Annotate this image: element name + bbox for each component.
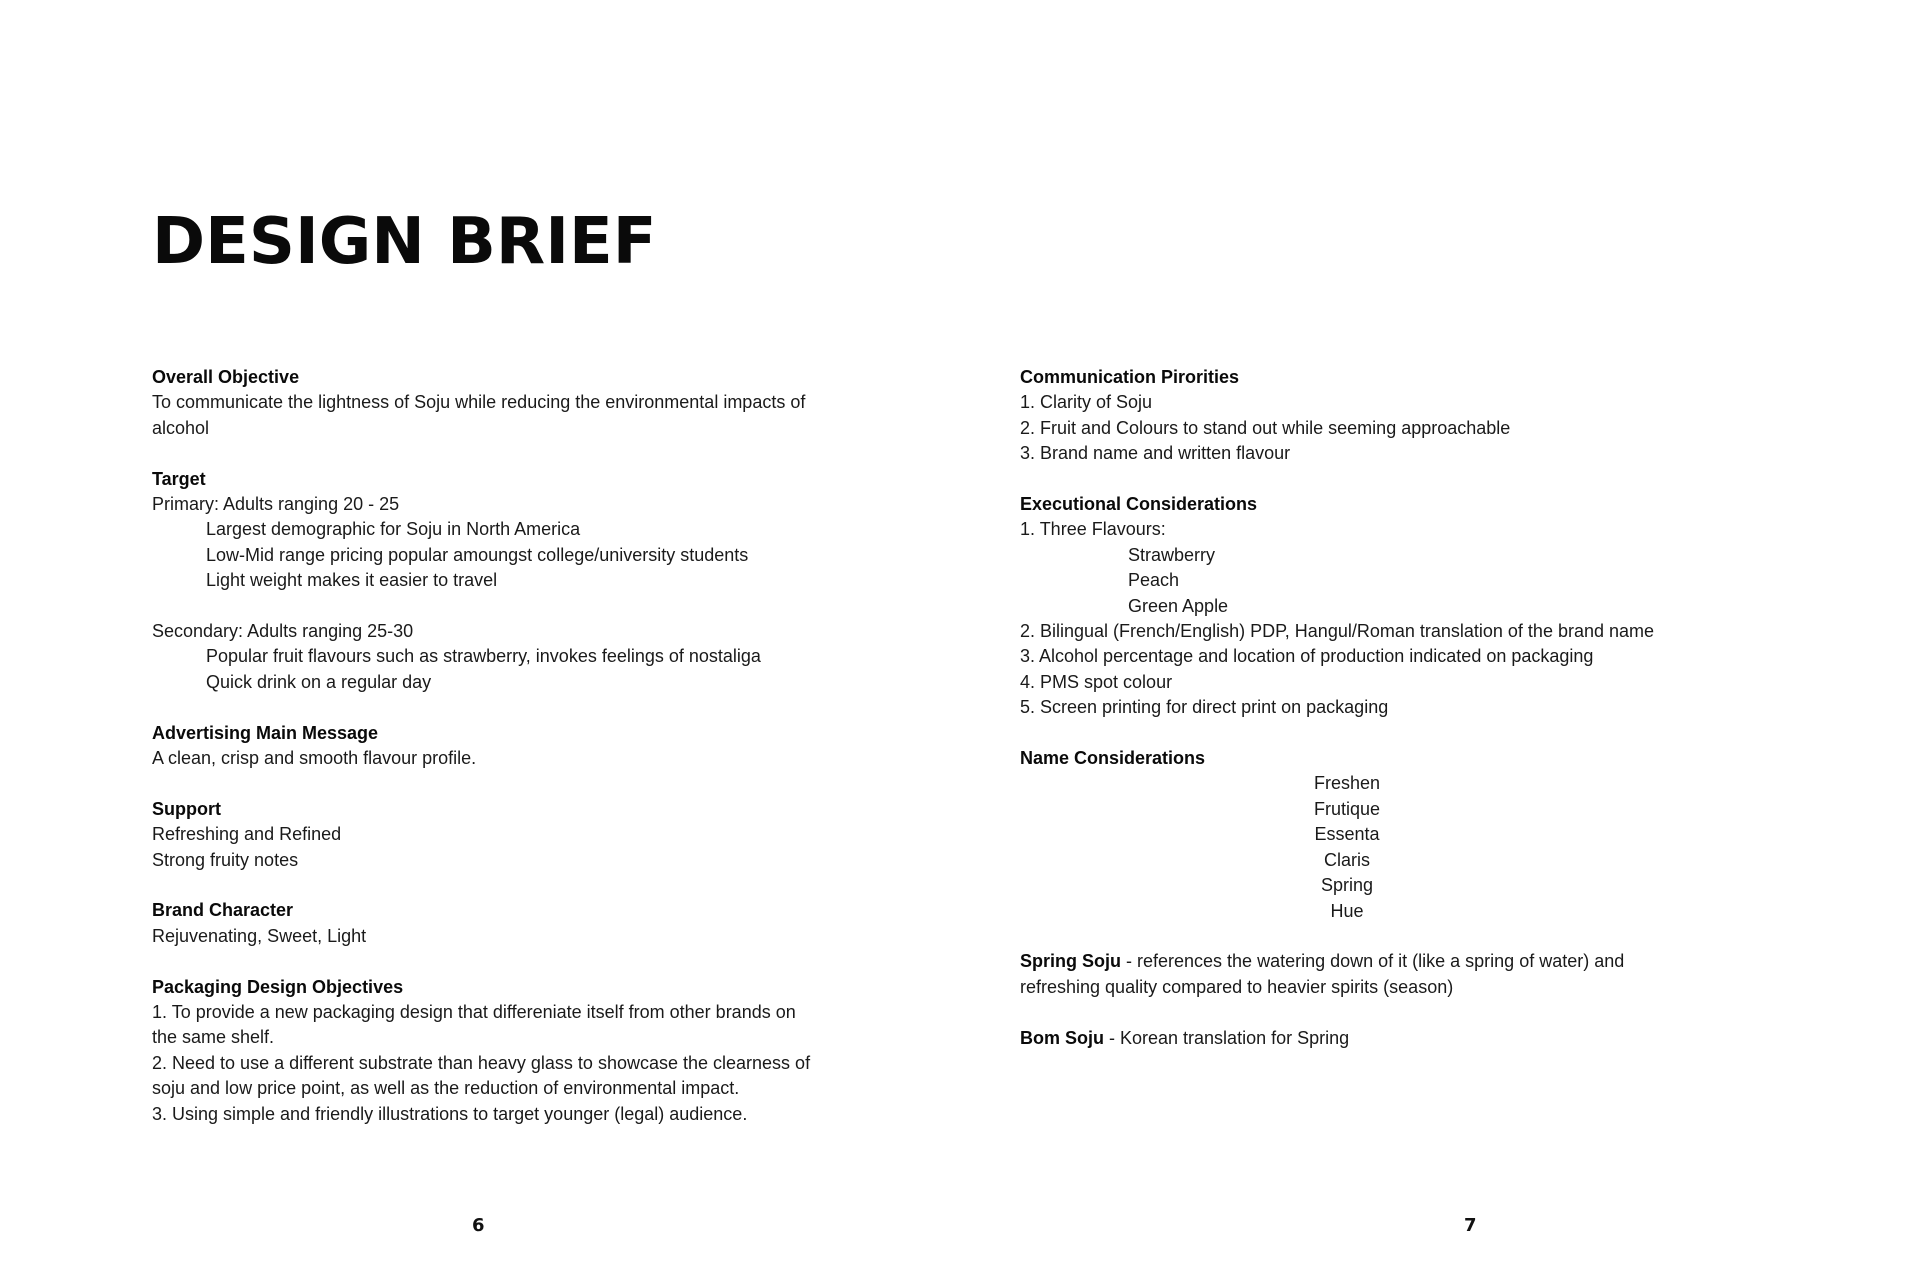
support-item: Strong fruity notes [152,849,299,870]
flavour-item: Peach [1128,570,1180,591]
page-title: DESIGN BRIEF [152,205,657,279]
target-heading: Target [152,468,206,489]
advertising-text: A clean, crisp and smooth flavour profile. [152,748,477,769]
name-option: Hue [1330,900,1364,921]
names-section [1020,746,1700,924]
packaging-section [152,975,812,1127]
page-number-right: 7 [1464,1215,1477,1236]
executional-heading: Executional Considerations [1020,494,1258,515]
packaging-item: 1. To provide a new packaging design that differeniate itself from other brands on the same shelf. [152,1002,796,1048]
target-primary-item: Low-Mid range pricing popular amoungst college/university students [206,544,749,565]
brand-character-section [152,898,812,949]
packaging-heading: Packaging Design Objectives [152,976,404,997]
target-primary: Primary: Adults ranging 20 - 25 [152,494,400,515]
bom-soju-label: Bom Soju [1020,1027,1104,1048]
executional-intro: 1. Three Flavours: [1020,519,1166,540]
name-option: Essenta [1314,824,1380,845]
target-primary-item: Largest demographic for Soju in North America [206,519,581,540]
target-section [152,467,812,594]
executional-item: 4. PMS spot colour [1020,671,1173,692]
page-number-left: 6 [472,1215,485,1236]
communication-item: 3. Brand name and written flavour [1020,443,1291,464]
executional-section [1020,492,1700,721]
name-option: Frutique [1313,798,1381,819]
flavour-item: Green Apple [1128,595,1229,616]
spring-soju-text: - references the watering down of it (like a spring of water) and refreshing quality compared to heavier spirits (season) [1020,951,1625,997]
bom-soju-text: - Korean translation for Spring [1104,1027,1350,1048]
executional-item: 2. Bilingual (French/English) PDP, Hangul/Roman translation of the brand name [1020,621,1655,642]
name-option: Claris [1323,849,1370,870]
right-column [1020,365,1700,1051]
communication-heading: Communication Pirorities [1020,367,1240,387]
target-secondary-item: Popular fruit flavours such as strawberry, invokes feelings of nostaliga [206,646,761,667]
name-option: Spring [1320,875,1374,896]
names-heading: Name Considerations [1020,748,1206,769]
communication-item: 1. Clarity of Soju [1020,392,1153,413]
spring-soju-label: Spring Soju [1020,951,1121,972]
support-section [152,797,812,873]
target-primary-item: Light weight makes it easier to travel [206,570,498,591]
brand-character-text: Rejuvenating, Sweet, Light [152,925,367,946]
communication-section [1020,365,1700,467]
packaging-item: 2. Need to use a different substrate than heavy glass to showcase the clearness of soju and low price point, as well as the reduction of environmental impact. [152,1052,811,1099]
overall-objective-heading: Overall Objective [152,367,300,387]
packaging-item: 3. Using simple and friendly illustrations to target younger (legal) audience. [152,1103,748,1124]
advertising-section [152,721,812,772]
overall-objective-section [152,365,812,441]
left-column [152,365,812,1127]
support-item: Refreshing and Refined [152,824,342,845]
support-heading: Support [152,798,221,819]
bom-soju-section [1020,1026,1700,1051]
brand-character-heading: Brand Character [152,900,294,921]
target-secondary-section [152,619,812,695]
flavour-item: Strawberry [1128,544,1216,565]
communication-item: 2. Fruit and Colours to stand out while seeming approachable [1020,417,1511,438]
executional-item: 5. Screen printing for direct print on packaging [1020,697,1389,718]
executional-item: 3. Alcohol percentage and location of production indicated on packaging [1020,646,1594,667]
target-secondary: Secondary: Adults ranging 25-30 [152,621,414,642]
advertising-heading: Advertising Main Message [152,722,379,743]
spring-soju-section [1020,949,1640,1000]
name-option: Freshen [1313,773,1381,794]
overall-objective-text: To communicate the lightness of Soju while reducing the environmental impacts of alcohol [152,392,806,438]
target-secondary-item: Quick drink on a regular day [206,671,432,692]
